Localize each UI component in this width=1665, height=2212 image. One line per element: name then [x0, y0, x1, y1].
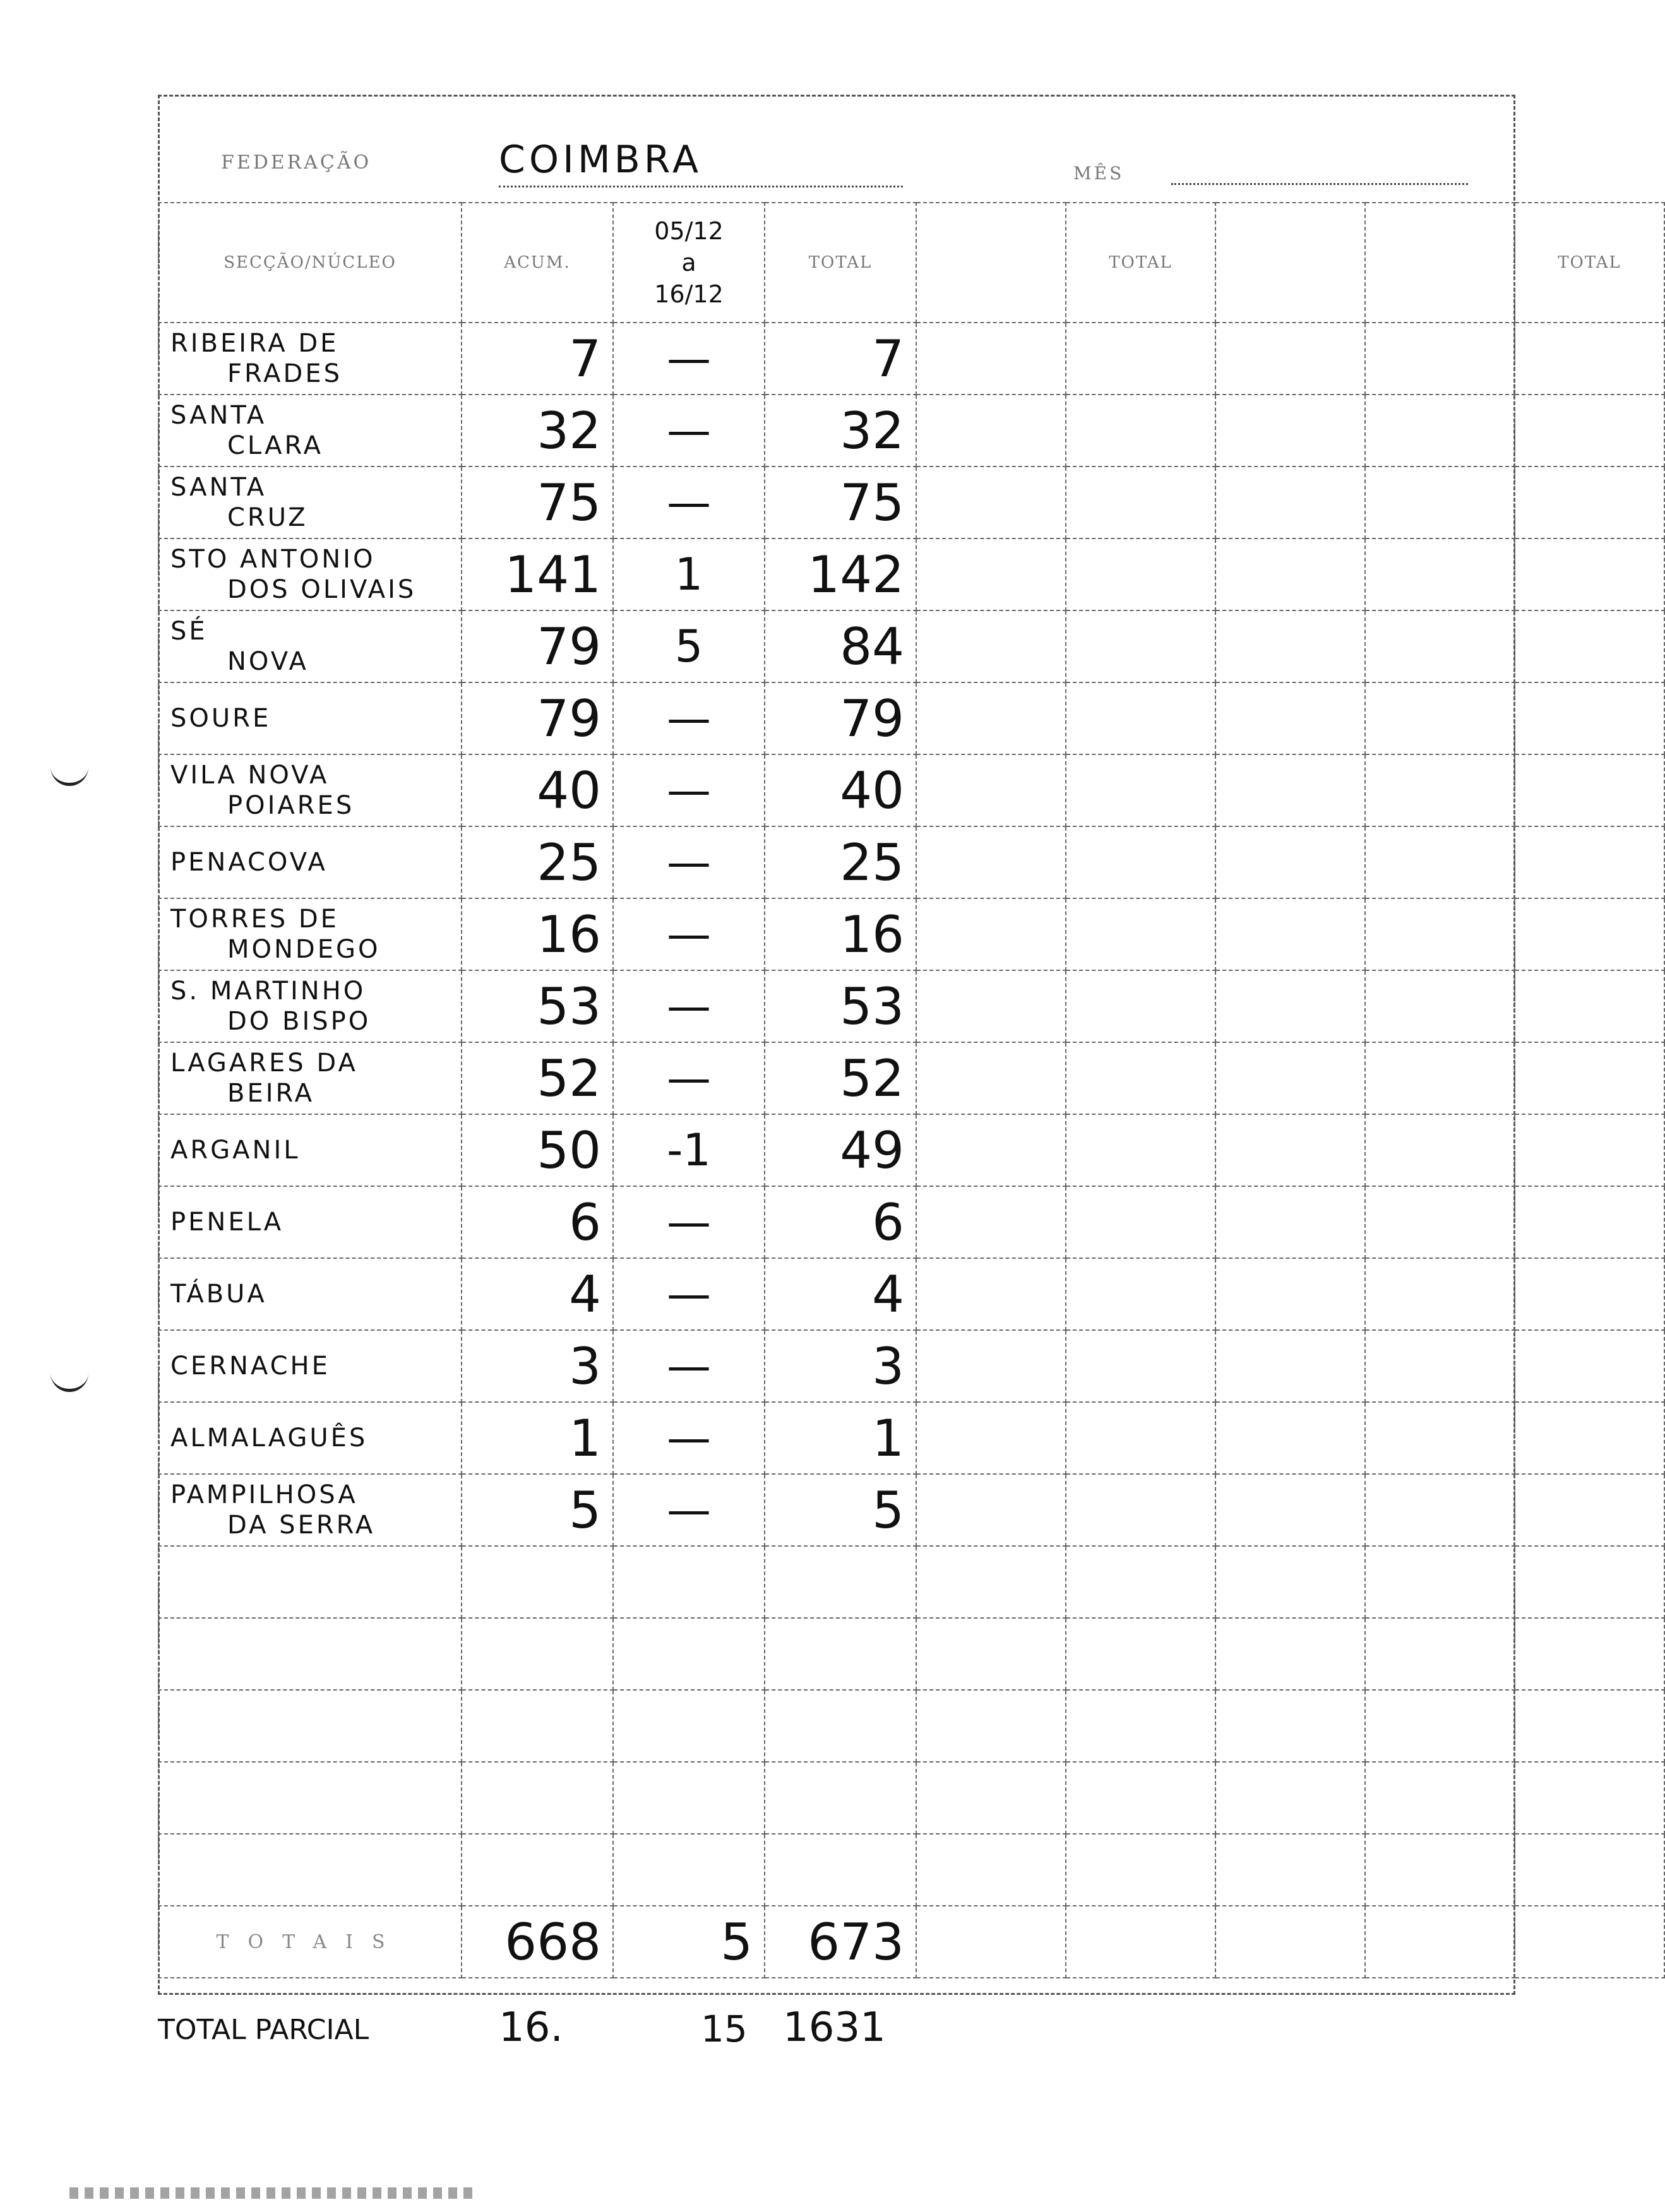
blank-cell	[916, 323, 1066, 395]
row-period: —	[613, 970, 765, 1042]
row-total: 142	[765, 538, 916, 610]
row-acum: 1	[462, 1402, 613, 1474]
blank-cell	[916, 1114, 1066, 1186]
table-body	[158, 323, 1664, 1978]
row-name: ALMALAGUÊS	[158, 1402, 462, 1474]
table-row	[158, 1402, 1664, 1474]
table-row	[158, 1186, 1664, 1258]
blank-cell	[1365, 826, 1515, 898]
blank-cell	[1365, 467, 1515, 538]
mes-blank-line	[1171, 183, 1468, 185]
row-period: —	[613, 1258, 765, 1330]
blank-cell	[916, 538, 1066, 610]
row-period: —	[613, 898, 765, 970]
col-total: TOTAL	[765, 203, 916, 323]
blank-cell	[1066, 323, 1215, 395]
col-blank-1	[916, 203, 1066, 323]
row-total: 6	[765, 1186, 916, 1258]
totals-total: 673	[765, 1906, 916, 1978]
table-row	[158, 610, 1664, 682]
punch-hole-mark	[51, 758, 88, 786]
blank-cell	[1515, 1402, 1664, 1474]
table-row	[158, 538, 1664, 610]
totals-row	[158, 1906, 1664, 1978]
table-row	[158, 898, 1664, 970]
row-total: 7	[765, 323, 916, 395]
blank-cell	[1515, 323, 1664, 395]
federacao-value: COIMBRA	[499, 138, 903, 187]
blank-cell	[1066, 898, 1215, 970]
row-name: VILA NOVA POIARES	[158, 754, 462, 826]
blank-cell	[1066, 1114, 1215, 1186]
blank-cell	[1515, 826, 1664, 898]
federacao-label: FEDERAÇÃO	[221, 152, 372, 174]
row-total: 49	[765, 1114, 916, 1186]
table-row	[158, 1114, 1664, 1186]
row-name: ARGANIL	[158, 1114, 462, 1186]
row-acum: 53	[462, 970, 613, 1042]
table-row	[158, 395, 1664, 467]
parcial-label: TOTAL PARCIAL	[158, 2014, 369, 2046]
blank-cell	[1215, 826, 1365, 898]
blank-cell	[1515, 467, 1664, 538]
blank-cell	[916, 1186, 1066, 1258]
table-row	[158, 323, 1664, 395]
blank-cell	[1066, 1474, 1215, 1546]
empty-row	[158, 1834, 1664, 1906]
row-period: —	[613, 1402, 765, 1474]
blank-cell	[1215, 610, 1365, 682]
table-row	[158, 467, 1664, 538]
totals-period: 5	[613, 1906, 765, 1978]
parcial-period: 15	[701, 2007, 748, 2050]
row-period: —	[613, 1474, 765, 1546]
row-total: 3	[765, 1330, 916, 1402]
blank-cell	[1215, 682, 1365, 754]
row-period: —	[613, 467, 765, 538]
table-row	[158, 1042, 1664, 1114]
blank-cell	[1365, 1330, 1515, 1402]
table-row	[158, 682, 1664, 754]
row-name: SOURE	[158, 682, 462, 754]
totals-label: TOTAIS	[158, 1906, 462, 1978]
row-name: TÁBUA	[158, 1258, 462, 1330]
empty-row	[158, 1546, 1664, 1618]
row-acum: 79	[462, 610, 613, 682]
blank-cell	[1365, 754, 1515, 826]
blank-cell	[916, 610, 1066, 682]
blank-cell	[1215, 754, 1365, 826]
blank-cell	[1515, 1042, 1664, 1114]
row-acum: 75	[462, 467, 613, 538]
row-total: 5	[765, 1474, 916, 1546]
blank-cell	[1365, 1402, 1515, 1474]
row-period: —	[613, 395, 765, 467]
blank-cell	[1365, 1186, 1515, 1258]
blank-cell	[1365, 323, 1515, 395]
col-total-2: TOTAL	[1066, 203, 1215, 323]
row-acum: 50	[462, 1114, 613, 1186]
blank-cell	[916, 898, 1066, 970]
blank-cell	[1515, 970, 1664, 1042]
row-total: 75	[765, 467, 916, 538]
table-row	[158, 1474, 1664, 1546]
blank-cell	[1066, 754, 1215, 826]
blank-cell	[1066, 682, 1215, 754]
blank-cell	[1215, 323, 1365, 395]
blank-cell	[1215, 1402, 1365, 1474]
row-name: PENELA	[158, 1186, 462, 1258]
blank-cell	[916, 1402, 1066, 1474]
blank-cell	[916, 682, 1066, 754]
totals-acum: 668	[462, 1906, 613, 1978]
blank-cell	[1066, 1330, 1215, 1402]
table-row	[158, 1330, 1664, 1402]
blank-cell	[1515, 898, 1664, 970]
empty-row	[158, 1618, 1664, 1690]
table-row	[158, 826, 1664, 898]
blank-cell	[1215, 898, 1365, 970]
blank-cell	[1515, 682, 1664, 754]
row-name: CERNACHE	[158, 1330, 462, 1402]
row-acum: 25	[462, 826, 613, 898]
blank-cell	[1515, 1114, 1664, 1186]
row-total: 4	[765, 1258, 916, 1330]
row-period: —	[613, 682, 765, 754]
blank-cell	[1066, 1906, 1215, 1978]
row-total: 79	[765, 682, 916, 754]
blank-cell	[1515, 1330, 1664, 1402]
blank-cell	[1365, 682, 1515, 754]
blank-cell	[1215, 467, 1365, 538]
blank-cell	[1365, 395, 1515, 467]
row-total: 53	[765, 970, 916, 1042]
row-name: PENACOVA	[158, 826, 462, 898]
blank-cell	[916, 1258, 1066, 1330]
row-total: 52	[765, 1042, 916, 1114]
tally-table	[158, 202, 1665, 1978]
col-blank-3	[1365, 203, 1515, 323]
blank-cell	[1215, 1258, 1365, 1330]
blank-cell	[916, 1474, 1066, 1546]
row-name: LAGARES DA BEIRA	[158, 1042, 462, 1114]
row-acum: 4	[462, 1258, 613, 1330]
row-acum: 141	[462, 538, 613, 610]
row-period: —	[613, 1186, 765, 1258]
blank-cell	[1215, 970, 1365, 1042]
table-row	[158, 1258, 1664, 1330]
col-acum: ACUM.	[462, 203, 613, 323]
row-name: TORRES DE MONDEGO	[158, 898, 462, 970]
blank-cell	[1515, 1186, 1664, 1258]
row-acum: 52	[462, 1042, 613, 1114]
blank-cell	[1515, 1258, 1664, 1330]
row-total: 32	[765, 395, 916, 467]
row-period: —	[613, 754, 765, 826]
blank-cell	[1215, 395, 1365, 467]
blank-cell	[916, 826, 1066, 898]
row-name: SANTA CRUZ	[158, 467, 462, 538]
blank-cell	[1066, 610, 1215, 682]
blank-cell	[1066, 1402, 1215, 1474]
row-total: 84	[765, 610, 916, 682]
row-period: —	[613, 826, 765, 898]
blank-cell	[1066, 1258, 1215, 1330]
blank-cell	[1066, 1042, 1215, 1114]
punch-hole-mark	[51, 1364, 88, 1392]
blank-cell	[1365, 898, 1515, 970]
blank-cell	[1215, 538, 1365, 610]
row-name: PAMPILHOSA DA SERRA	[158, 1474, 462, 1546]
blank-cell	[1215, 1906, 1365, 1978]
empty-row	[158, 1762, 1664, 1834]
blank-cell	[1365, 1258, 1515, 1330]
blank-cell	[916, 754, 1066, 826]
blank-cell	[1215, 1186, 1365, 1258]
row-total: 1	[765, 1402, 916, 1474]
blank-cell	[1066, 1186, 1215, 1258]
row-period: —	[613, 323, 765, 395]
row-acum: 7	[462, 323, 613, 395]
blank-cell	[1365, 1042, 1515, 1114]
blank-cell	[1066, 970, 1215, 1042]
row-total: 25	[765, 826, 916, 898]
row-acum: 16	[462, 898, 613, 970]
row-acum: 40	[462, 754, 613, 826]
row-period: -1	[613, 1114, 765, 1186]
row-acum: 32	[462, 395, 613, 467]
parcial-total: 1631	[783, 2004, 886, 2051]
scan-smudge	[69, 2187, 474, 2199]
blank-cell	[1215, 1474, 1365, 1546]
col-total-3: TOTAL	[1515, 203, 1664, 323]
blank-cell	[1515, 1906, 1664, 1978]
blank-cell	[1365, 1114, 1515, 1186]
mes-label: MÊS	[1073, 163, 1125, 184]
row-name: STO ANTONIO DOS OLIVAIS	[158, 538, 462, 610]
blank-cell	[1215, 1042, 1365, 1114]
row-period: —	[613, 1042, 765, 1114]
row-name: S. MARTINHO DO BISPO	[158, 970, 462, 1042]
col-blank-2	[1215, 203, 1365, 323]
row-total: 16	[765, 898, 916, 970]
empty-row	[158, 1690, 1664, 1762]
blank-cell	[1066, 826, 1215, 898]
row-acum: 5	[462, 1474, 613, 1546]
parcial-acum: 16.	[499, 2004, 563, 2051]
row-name: RIBEIRA DE FRADES	[158, 323, 462, 395]
blank-cell	[1365, 1474, 1515, 1546]
blank-cell	[1066, 538, 1215, 610]
blank-cell	[916, 970, 1066, 1042]
row-name: SANTA CLARA	[158, 395, 462, 467]
blank-cell	[916, 467, 1066, 538]
period-end: 16/12	[654, 280, 724, 308]
blank-cell	[1365, 970, 1515, 1042]
blank-cell	[916, 1906, 1066, 1978]
row-acum: 3	[462, 1330, 613, 1402]
table-row	[158, 754, 1664, 826]
blank-cell	[1515, 1474, 1664, 1546]
blank-cell	[1215, 1330, 1365, 1402]
period-sep: a	[681, 249, 696, 276]
row-period: 1	[613, 538, 765, 610]
blank-cell	[916, 1042, 1066, 1114]
blank-cell	[1515, 754, 1664, 826]
row-total: 40	[765, 754, 916, 826]
blank-cell	[1215, 1114, 1365, 1186]
blank-cell	[1515, 610, 1664, 682]
blank-cell	[1365, 538, 1515, 610]
row-period: —	[613, 1330, 765, 1402]
period-start: 05/12	[654, 217, 724, 245]
col-period	[613, 203, 765, 323]
blank-cell	[1066, 467, 1215, 538]
blank-cell	[1365, 1906, 1515, 1978]
row-acum: 79	[462, 682, 613, 754]
blank-cell	[916, 395, 1066, 467]
row-acum: 6	[462, 1186, 613, 1258]
table-row	[158, 970, 1664, 1042]
row-name: SÉ NOVA	[158, 610, 462, 682]
blank-cell	[916, 1330, 1066, 1402]
blank-cell	[1066, 395, 1215, 467]
blank-cell	[1515, 538, 1664, 610]
blank-cell	[1515, 395, 1664, 467]
col-seccao: SECÇÃO/NÚCLEO	[158, 203, 462, 323]
row-period: 5	[613, 610, 765, 682]
blank-cell	[1365, 610, 1515, 682]
header-row	[158, 203, 1664, 323]
